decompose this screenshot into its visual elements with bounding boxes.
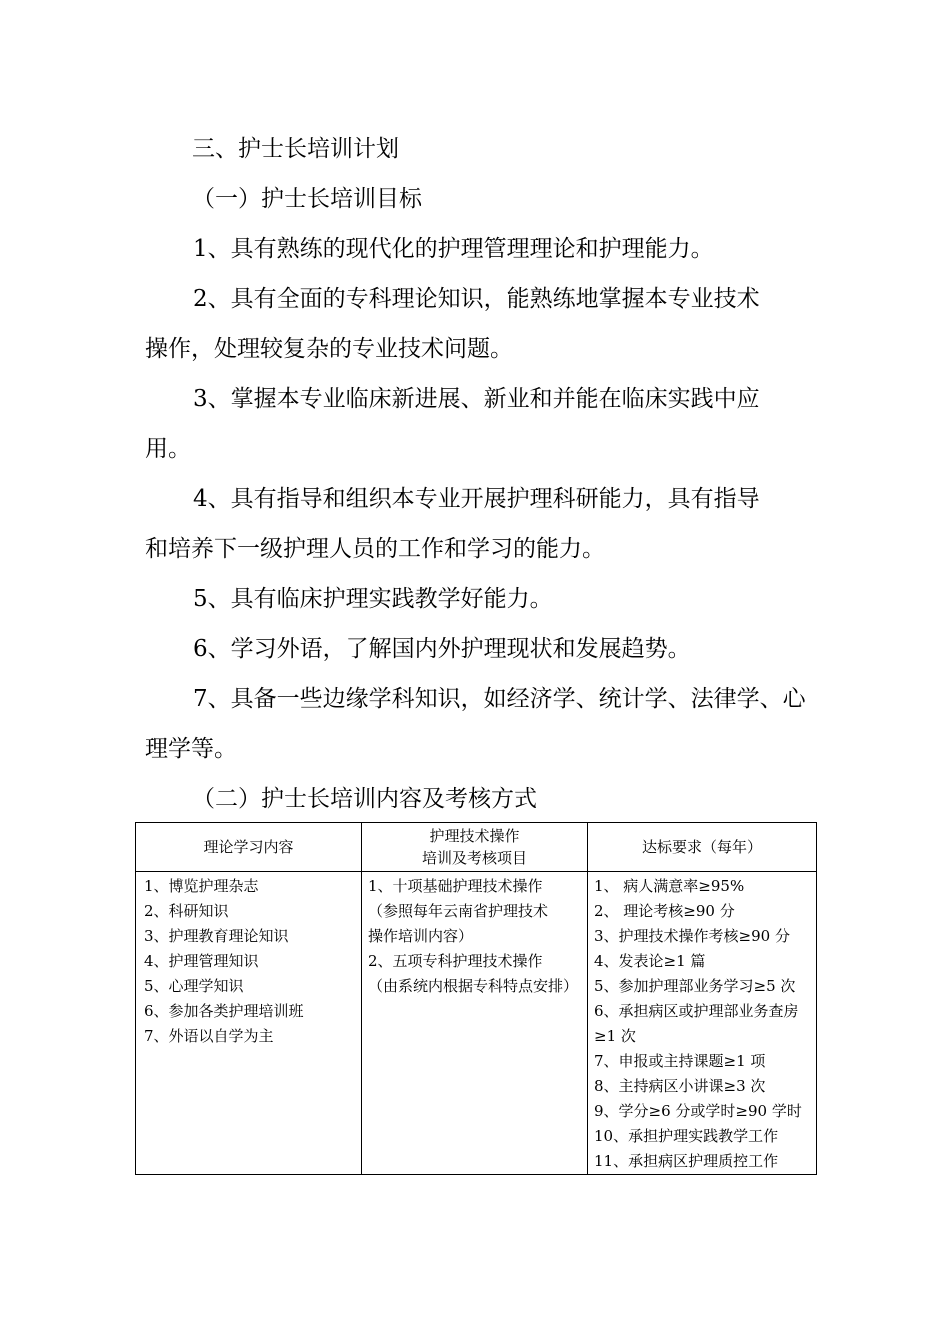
requirement-list-item: 7、申报或主持课题≥1 项 [594,1052,766,1070]
technique-list [362,872,587,999]
header-technique-line1: 护理技术操作 [429,827,520,845]
section-heading: 三、护士长培训计划 [192,136,399,162]
technique-list-item: 1、十项基础护理技术操作 [368,877,543,895]
theory-cell [136,872,362,1175]
goal-4-line2: 和培养下一级护理人员的工作和学习的能力。 [145,536,605,562]
theory-list-item: 2、科研知识 [144,902,229,920]
theory-list-item: 7、外语以自学为主 [144,1027,274,1045]
technique-cell [362,872,588,1175]
requirement-list-item: 8、主持病区小讲课≥3 次 [594,1077,766,1095]
technique-list-item: 2、五项专科护理技术操作 [368,952,543,970]
goal-paragraph-5 [145,574,825,624]
header-technique [362,823,588,872]
requirement-list-item: 5、参加护理部业务学习≥5 次 [594,977,796,995]
header-theory: 理论学习内容 [136,823,362,872]
training-table [135,822,817,1175]
subsection-heading-goals: （一）护士长培训目标 [192,186,422,212]
requirements-cell [588,872,817,1175]
theory-list-item: 1、博览护理杂志 [144,877,259,895]
theory-list-item: 5、心理学知识 [144,977,244,995]
goal-paragraph-6 [145,624,825,674]
requirements-list [588,872,816,1174]
goal-7-line1: 7、具备一些边缘学科知识，如经济学、统计学、法律学、心 [193,686,806,712]
table-row [136,872,817,1175]
requirement-list-item: 9、学分≥6 分或学时≥90 学时 [594,1102,802,1120]
goal-7-line2: 理学等。 [145,736,237,762]
table-header-row [136,823,817,872]
header-technique-line2: 培训及考核项目 [421,849,527,867]
technique-list-item: （参照每年云南省护理技术 [368,902,549,920]
technique-list-item: 操作培训内容） [368,927,474,945]
requirement-list-item: 4、发表论≥1 篇 [594,952,706,970]
goal-4-line1: 4、具有指导和组织本专业开展护理科研能力，具有指导 [193,486,760,512]
goal-3-line1: 3、掌握本专业临床新进展、新业和并能在临床实践中应 [193,386,760,412]
subsection-heading-content: （二）护士长培训内容及考核方式 [192,786,537,812]
theory-list [136,872,361,1049]
theory-list-item: 4、护理管理知识 [144,952,259,970]
goal-6-line1: 6、学习外语，了解国内外护理现状和发展趋势。 [193,636,691,662]
goal-paragraph-3 [145,374,825,474]
requirement-list-item: 11、承担病区护理质控工作 [594,1152,779,1170]
goal-2-line1: 2、具有全面的专科理论知识，能熟练地掌握本专业技术 [193,286,760,312]
theory-list-item: 6、参加各类护理培训班 [144,1002,304,1020]
technique-list-item: （由系统内根据专科特点安排） [368,977,579,995]
goal-paragraph-7 [145,674,825,774]
theory-list-item: 3、护理教育理论知识 [144,927,289,945]
requirement-list-item: 1、 病人满意率≥95% [594,877,745,895]
header-requirements: 达标要求（每年） [588,823,817,872]
requirement-list-item: 2、 理论考核≥90 分 [594,902,735,920]
goal-paragraph-4 [145,474,825,574]
goal-2-line2: 操作，处理较复杂的专业技术问题。 [145,336,513,362]
requirement-list-item: 10、承担护理实践教学工作 [594,1127,779,1145]
goal-3-line2: 用。 [145,436,191,462]
requirement-list-item: ≥1 次 [594,1027,636,1045]
goal-5-line1: 5、具有临床护理实践教学好能力。 [193,586,553,612]
requirement-list-item: 6、承担病区或护理部业务查房 [594,1002,799,1020]
goal-1-line1: 1、具有熟练的现代化的护理管理理论和护理能力。 [193,236,714,262]
requirement-list-item: 3、护理技术操作考核≥90 分 [594,927,790,945]
goal-paragraph-2 [145,274,825,374]
goal-paragraph-1 [145,224,825,274]
